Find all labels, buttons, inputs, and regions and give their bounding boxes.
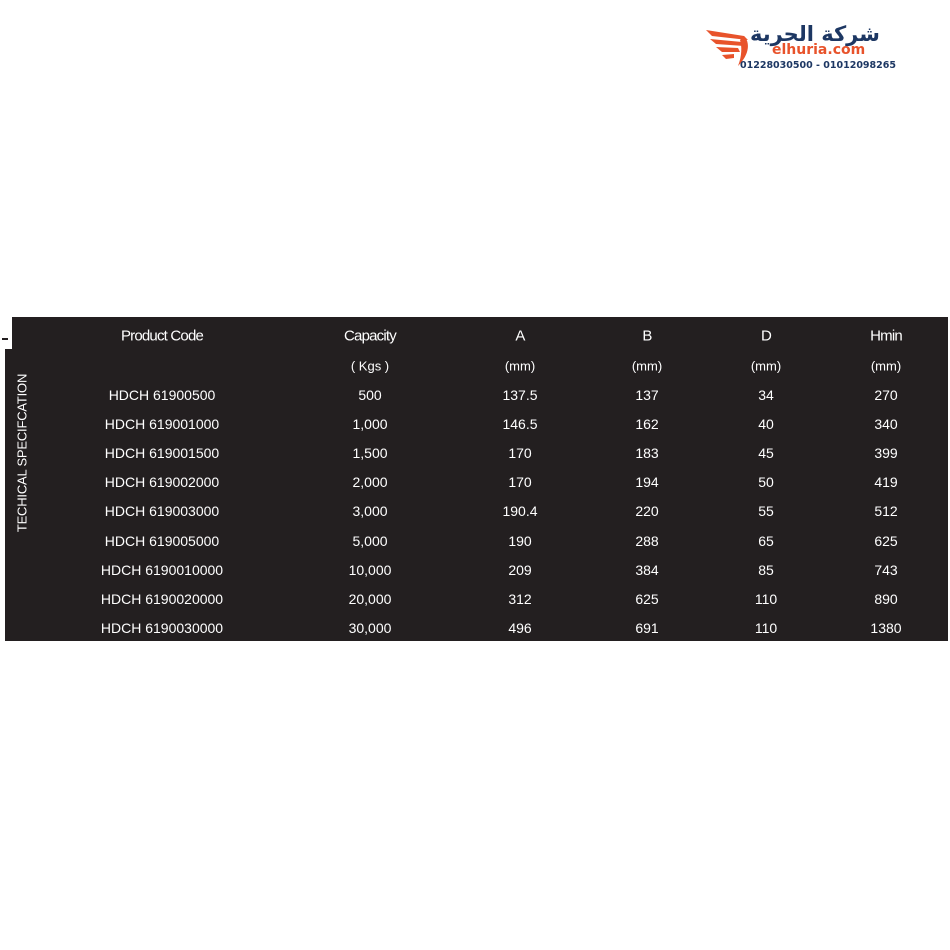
table-cell-a: 137.5: [502, 387, 538, 403]
column-unit-b: (mm): [631, 358, 663, 374]
table-cell-product-code: HDCH 619001000: [104, 416, 220, 433]
table-cell-b: 162: [635, 416, 659, 433]
table-cell-product-code: HDCH 619001500: [104, 445, 220, 462]
column-unit-a: (mm): [504, 358, 536, 374]
column-header-hmin: Hmin: [870, 327, 902, 345]
table-cell-hmin: 512: [874, 503, 898, 520]
table-cell-d: 34: [758, 387, 774, 403]
table-cell-b: 384: [635, 561, 659, 578]
table-cell-b: 625: [635, 590, 659, 607]
table-cell-d: 50: [758, 474, 774, 491]
corner-crop-mark: [0, 311, 12, 349]
table-cell-a: 146.5: [502, 416, 538, 433]
table-cell-a: 170: [508, 445, 532, 462]
table-cell-product-code: HDCH 6190030000: [100, 619, 224, 636]
column-unit-hmin: (mm): [870, 358, 902, 374]
table-cell-b: 183: [635, 445, 659, 462]
table-cell-b: 137: [635, 387, 659, 403]
table-cell-a: 496: [508, 619, 532, 636]
table-cell-product-code: HDCH 619003000: [104, 503, 220, 520]
table-cell-a: 170: [508, 474, 532, 491]
side-label-text: TECHICAL SPECIFCATION: [14, 373, 30, 533]
table-cell-product-code: HDCH 61900500: [108, 387, 216, 403]
table-cell-d: 40: [758, 416, 774, 433]
table-cell-capacity: 500: [358, 387, 382, 403]
table-cell-product-code: HDCH 6190020000: [100, 590, 224, 607]
table-cell-b: 194: [635, 474, 659, 491]
table-cell-b: 691: [635, 619, 659, 636]
table-cell-capacity: 10,000: [348, 561, 392, 578]
company-logo: [700, 18, 896, 78]
table-cell-b: 220: [635, 503, 659, 520]
column-unit-capacity: ( Kgs ): [350, 358, 390, 374]
column-unit-d: (mm): [750, 358, 782, 374]
table-cell-d: 45: [758, 445, 774, 462]
table-cell-a: 190.4: [502, 503, 538, 520]
table-cell-hmin: 743: [874, 561, 898, 578]
table-cell-d: 55: [758, 503, 774, 520]
table-cell-d: 110: [754, 619, 778, 636]
table-cell-hmin: 625: [874, 532, 898, 549]
table-cell-d: 65: [758, 532, 774, 549]
table-cell-product-code: HDCH 619002000: [104, 474, 220, 491]
column-header-a: A: [515, 327, 525, 345]
table-cell-hmin: 270: [874, 387, 898, 403]
table-cell-capacity: 1,000: [352, 416, 388, 433]
table-cell-capacity: 1,500: [352, 445, 388, 462]
column-header-b: B: [642, 327, 652, 345]
logo-website: elhuria.com: [772, 42, 866, 58]
table-cell-a: 312: [508, 590, 532, 607]
table-cell-product-code: HDCH 619005000: [104, 532, 220, 549]
table-cell-capacity: 2,000: [352, 474, 388, 491]
table-cell-hmin: 340: [874, 416, 898, 433]
table-cell-capacity: 30,000: [348, 619, 392, 636]
table-cell-d: 110: [754, 590, 778, 607]
table-cell-product-code: HDCH 6190010000: [100, 561, 224, 578]
table-cell-a: 190: [508, 532, 532, 549]
table-cell-b: 288: [635, 532, 659, 549]
column-header-product-code: Product Code: [120, 327, 204, 345]
table-cell-a: 209: [508, 561, 532, 578]
column-header-capacity: Capacity: [344, 327, 396, 345]
table-cell-capacity: 5,000: [352, 532, 388, 549]
table-cell-hmin: 399: [874, 445, 898, 462]
table-cell-d: 85: [758, 561, 774, 578]
table-cell-hmin: 419: [874, 474, 898, 491]
table-cell-capacity: 3,000: [352, 503, 388, 520]
table-cell-capacity: 20,000: [348, 590, 392, 607]
logo-arabic-name: شركة الحرية: [750, 22, 880, 46]
table-cell-hmin: 1380: [870, 619, 902, 636]
column-header-d: D: [760, 327, 772, 345]
table-cell-hmin: 890: [874, 590, 898, 607]
logo-phone-numbers: 01228030500 - 01012098265: [740, 60, 896, 71]
